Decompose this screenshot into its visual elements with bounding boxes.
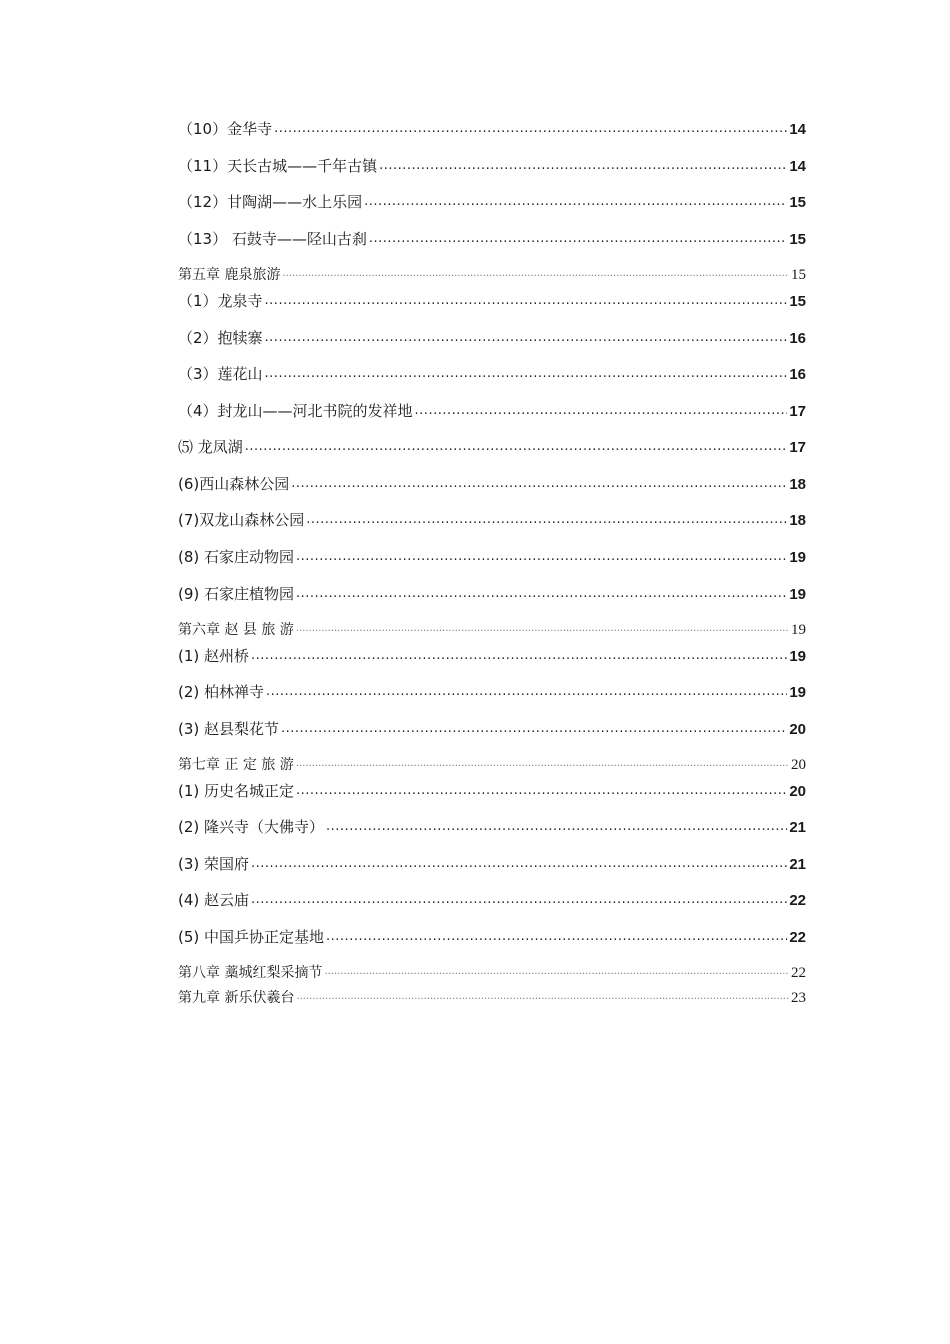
toc-dot-leader <box>296 584 787 599</box>
toc-page-number: 14 <box>789 158 806 175</box>
toc-section-entry[interactable] <box>178 155 806 176</box>
toc-dot-leader <box>274 119 787 134</box>
toc-entry-title: (7)双龙山森林公园 <box>178 511 305 529</box>
toc-page-number: 22 <box>791 965 806 981</box>
toc-section-entry[interactable] <box>178 853 806 874</box>
toc-chapter-entry[interactable] <box>178 619 806 639</box>
toc-entry-title: （11）天长古城——千年古镇 <box>178 157 378 175</box>
toc-section-entry[interactable] <box>178 718 806 739</box>
toc-entry-title: 第五章 鹿泉旅游 <box>178 267 281 283</box>
toc-entry-title: （13） 石鼓寺——陉山古刹 <box>178 230 367 248</box>
toc-entry-title: (5) 中国乒协正定基地 <box>178 928 325 946</box>
toc-section-entry[interactable] <box>178 889 806 910</box>
toc-entry-title: (2) 隆兴寺（大佛寺） <box>178 818 325 836</box>
toc-dot-leader <box>251 890 787 905</box>
toc-page-number: 14 <box>789 121 806 138</box>
toc-page-number: 16 <box>789 366 806 383</box>
toc-chapter-entry[interactable] <box>178 754 806 774</box>
toc-section-entry[interactable] <box>178 290 806 311</box>
toc-dot-leader <box>245 437 788 452</box>
toc-dot-leader <box>369 229 787 244</box>
toc-dot-leader <box>251 854 787 869</box>
toc-section-entry[interactable] <box>178 926 806 947</box>
toc-page-number: 15 <box>789 194 806 211</box>
toc-entry-title: 第八章 藁城红梨采摘节 <box>178 965 323 981</box>
toc-page-number: 19 <box>789 684 806 701</box>
toc-page-number: 21 <box>789 819 806 836</box>
toc-dot-leader <box>296 755 789 769</box>
toc-chapter-entry[interactable] <box>178 264 806 284</box>
toc-dot-leader <box>326 817 787 832</box>
toc-dot-leader <box>296 781 787 796</box>
toc-page-number: 21 <box>789 856 806 873</box>
toc-entry-title: ⑸ 龙凤湖 <box>178 438 243 456</box>
toc-dot-leader <box>306 510 787 525</box>
toc-page-number: 16 <box>789 330 806 347</box>
toc-dot-leader <box>265 291 788 306</box>
toc-dot-leader <box>296 547 787 562</box>
toc-dot-leader <box>281 719 787 734</box>
toc-page-number: 22 <box>789 929 806 946</box>
toc-chapter-entry[interactable] <box>178 962 806 982</box>
toc-section-entry[interactable] <box>178 645 806 666</box>
toc-page-number: 19 <box>789 586 806 603</box>
toc-page-number: 19 <box>789 549 806 566</box>
toc-page-number: 22 <box>789 892 806 909</box>
toc-entry-title: (4) 赵云庙 <box>178 891 250 909</box>
toc-page-number: 15 <box>789 231 806 248</box>
toc-section-entry[interactable] <box>178 780 806 801</box>
toc-dot-leader <box>291 474 787 489</box>
toc-dot-leader <box>282 265 789 279</box>
toc-section-entry[interactable] <box>178 400 806 421</box>
toc-entry-title: （10）金华寺 <box>178 120 273 138</box>
toc-page-number: 17 <box>789 403 806 420</box>
toc-dot-leader <box>265 364 788 379</box>
toc-page-number: 18 <box>789 512 806 529</box>
toc-entry-title: (8) 石家庄动物园 <box>178 548 295 566</box>
toc-page-number: 20 <box>789 783 806 800</box>
toc-section-entry[interactable] <box>178 327 806 348</box>
toc-dot-leader <box>251 646 787 661</box>
toc-page-number: 20 <box>791 757 806 773</box>
toc-dot-leader <box>415 401 788 416</box>
toc-dot-leader <box>326 927 787 942</box>
toc-dot-leader <box>265 328 788 343</box>
toc-page-number: 15 <box>789 293 806 310</box>
toc-dot-leader <box>364 192 787 207</box>
toc-entry-title: 第九章 新乐伏羲台 <box>178 990 295 1006</box>
toc-entry-title: 第六章 赵 县 旅 游 <box>178 622 294 638</box>
toc-entry-title: (2) 柏林禅寺 <box>178 683 265 701</box>
toc-entry-title: （12）甘陶湖——水上乐园 <box>178 193 363 211</box>
toc-entry-title: (3) 赵县梨花节 <box>178 720 280 738</box>
toc-section-entry[interactable] <box>178 509 806 530</box>
toc-entry-title: （2）抱犊寨 <box>178 329 263 347</box>
toc-chapter-entry[interactable] <box>178 987 806 1007</box>
toc-page-number: 23 <box>791 990 806 1006</box>
toc-section-entry[interactable] <box>178 363 806 384</box>
toc-page-number: 17 <box>789 439 806 456</box>
toc-section-entry[interactable] <box>178 228 806 249</box>
toc-entry-title: （3）莲花山 <box>178 365 263 383</box>
toc-entry-title: (3) 荣国府 <box>178 855 250 873</box>
toc-page-number: 20 <box>789 721 806 738</box>
toc-section-entry[interactable] <box>178 681 806 702</box>
toc-entry-title: (9) 石家庄植物园 <box>178 585 295 603</box>
toc-section-entry[interactable] <box>178 546 806 567</box>
toc-entry-title: （1）龙泉寺 <box>178 292 263 310</box>
toc-entry-title: (1) 历史名城正定 <box>178 782 295 800</box>
toc-section-entry[interactable] <box>178 816 806 837</box>
toc-section-entry[interactable] <box>178 118 806 139</box>
toc-entry-title: (1) 赵州桥 <box>178 647 250 665</box>
toc-dot-leader <box>296 620 789 634</box>
toc-dot-leader <box>296 988 789 1002</box>
toc-page-number: 18 <box>789 476 806 493</box>
toc-entry-title: 第七章 正 定 旅 游 <box>178 757 294 773</box>
toc-page-number: 19 <box>789 648 806 665</box>
toc-entry-title: (6)西山森林公园 <box>178 475 290 493</box>
toc-section-entry[interactable] <box>178 191 806 212</box>
toc-dot-leader <box>266 682 787 697</box>
toc-page-number: 19 <box>791 622 806 638</box>
toc-dot-leader <box>324 963 789 977</box>
toc-dot-leader <box>379 156 787 171</box>
toc-section-entry[interactable] <box>178 583 806 604</box>
toc-section-entry[interactable] <box>178 473 806 494</box>
toc-page-number: 15 <box>791 267 806 283</box>
toc-entry-title: （4）封龙山——河北书院的发祥地 <box>178 402 413 420</box>
toc-section-entry[interactable] <box>178 436 806 457</box>
